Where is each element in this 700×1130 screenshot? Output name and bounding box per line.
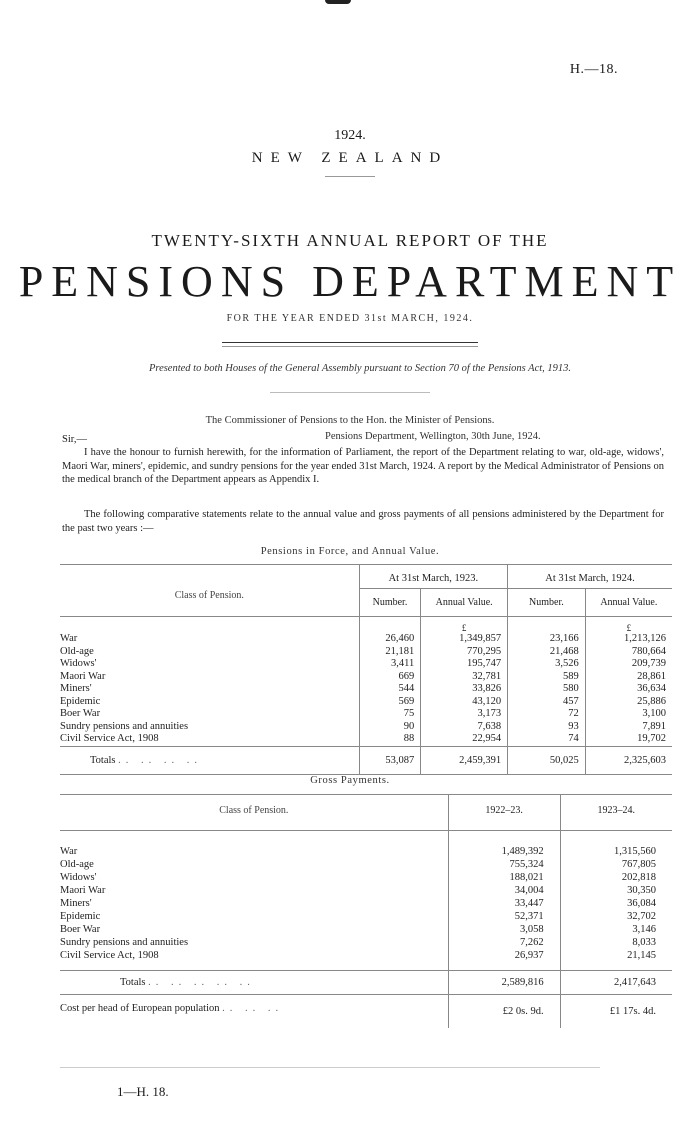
letter-addressee: The Commissioner of Pensions to the Hon. the Minister of Pensions. — [205, 415, 495, 426]
class-name: Epidemic — [60, 695, 101, 707]
payment-1922-23: 52,371 — [448, 910, 560, 923]
total-number-1924: 50,025 — [508, 746, 586, 774]
value-1923: 32,781 — [421, 671, 508, 684]
number-1924: 72 — [508, 708, 586, 721]
value-1923: 3,173 — [421, 708, 508, 721]
payment-1923-24: 8,033 — [560, 936, 672, 949]
payment-1923-24: 30,350 — [560, 884, 672, 897]
table-row — [60, 683, 672, 696]
report-title: PENSIONS DEPARTMENT — [18, 257, 682, 306]
col-value-header: Annual Value. — [421, 589, 508, 617]
class-header: Class of Pension. — [219, 805, 289, 816]
number-1923: 569 — [359, 696, 421, 709]
total-1923-24: 2,417,643 — [560, 971, 672, 995]
value-1923: 7,638 — [421, 721, 508, 734]
page-edge-mark — [325, 0, 351, 4]
number-1923: 88 — [359, 733, 421, 746]
payment-1922-23: 26,937 — [448, 949, 560, 962]
class-name: Maori War — [60, 885, 106, 896]
number-1924: 93 — [508, 721, 586, 734]
letter-paragraph: I have the honour to furnish herewith, for the information of Parliament, the report of the Department relating to war, old-age, widows', Maori War, miners', epidemic, and sundry pensions for the year ended 31st March, 1924. A report by the Medical Administrator of Pensions on the medical branch of the Department appears as Appendix I. — [62, 447, 664, 485]
number-1924: 21,468 — [508, 646, 586, 659]
table-row — [60, 721, 672, 734]
payment-1922-23: 1,489,392 — [448, 845, 560, 858]
table-row — [60, 923, 672, 936]
class-name: Miners' — [60, 898, 92, 909]
col-number-header: Number. — [508, 589, 586, 617]
table-row — [60, 858, 672, 871]
table-row — [60, 708, 672, 721]
payment-1922-23: 188,021 — [448, 871, 560, 884]
pensions-in-force-table — [60, 564, 672, 775]
class-name: Widows' — [60, 658, 97, 669]
payment-1923-24: 32,702 — [560, 910, 672, 923]
cost-1922-23: £2 0s. 9d. — [448, 995, 560, 1029]
col-value-header: Annual Value. — [585, 589, 672, 617]
report-subtitle: TWENTY-SIXTH ANNUAL REPORT OF THE — [151, 231, 549, 250]
totals-label: Totals — [90, 754, 116, 766]
table-row — [60, 897, 672, 910]
letter-paragraph: The following comparative statements relate to the annual value and gross payments of all pensions administered by the Department for the past two years :— — [62, 509, 664, 534]
year-header-1923-24: 1923–24. — [560, 795, 672, 831]
payment-1923-24: 767,805 — [560, 858, 672, 871]
divider — [270, 392, 430, 393]
table-row — [60, 871, 672, 884]
currency-row — [60, 617, 672, 634]
value-1923: 770,295 — [421, 646, 508, 659]
table-row — [60, 884, 672, 897]
class-name: Sundry pensions and annuities — [60, 937, 189, 948]
currency-symbol: £ — [421, 617, 508, 634]
totals-label: Totals — [120, 977, 146, 988]
table-row — [60, 696, 672, 709]
divider — [222, 342, 478, 343]
table-row — [60, 936, 672, 949]
payment-1923-24: 36,084 — [560, 897, 672, 910]
number-1924: 580 — [508, 683, 586, 696]
class-name: Civil Service Act, 1908 — [60, 950, 159, 961]
number-1924: 589 — [508, 671, 586, 684]
currency-symbol: £ — [585, 617, 672, 634]
number-1923: 21,181 — [359, 646, 421, 659]
number-1923: 544 — [359, 683, 421, 696]
col-number-header: Number. — [359, 589, 421, 617]
class-name: Old-age — [60, 859, 94, 870]
cost-1923-24: £1 17s. 4d. — [560, 995, 672, 1029]
number-1924: 74 — [508, 733, 586, 746]
payment-1922-23: 755,324 — [448, 858, 560, 871]
table-row — [60, 658, 672, 671]
page-footer-ref: 1—H. 18. — [117, 1084, 169, 1099]
divider — [325, 176, 375, 177]
gross-payments-table — [60, 794, 672, 1028]
totals-row: Totals .. .. .. .. .. 2,589,816 2,417,643 — [60, 971, 672, 995]
payment-1923-24: 21,145 — [560, 949, 672, 962]
class-name: Epidemic — [60, 911, 101, 922]
value-1924: 780,664 — [585, 646, 672, 659]
cost-label: Cost per head of European population — [60, 1003, 220, 1014]
number-1923: 90 — [359, 721, 421, 734]
number-1924: 457 — [508, 696, 586, 709]
value-1924: 36,634 — [585, 683, 672, 696]
report-year: 1924. — [334, 128, 366, 143]
class-name: Miners' — [60, 683, 92, 694]
divider — [60, 1067, 600, 1068]
class-name: Boer War — [60, 924, 101, 935]
class-name: Old-age — [60, 645, 94, 657]
class-name: Sundry pensions and annuities — [60, 720, 189, 732]
value-1924: 25,886 — [585, 696, 672, 709]
number-1924: 23,166 — [508, 633, 586, 646]
payment-1922-23: 33,447 — [448, 897, 560, 910]
table1-title: Pensions in Force, and Annual Value. — [260, 546, 440, 557]
number-1923: 75 — [359, 708, 421, 721]
cost-row: Cost per head of European population .. .. .. £2 0s. 9d. £1 17s. 4d. — [60, 995, 672, 1029]
table-row — [60, 633, 672, 646]
value-1923: 195,747 — [421, 658, 508, 671]
class-name: Civil Service Act, 1908 — [60, 733, 159, 744]
class-name: Widows' — [60, 872, 97, 883]
value-1924: 1,213,126 — [585, 633, 672, 646]
letter-salutation: Sir,— — [62, 434, 87, 445]
number-1923: 26,460 — [359, 633, 421, 646]
document-reference: H.—18. — [569, 62, 618, 77]
value-1924: 7,891 — [585, 721, 672, 734]
period-header-1924: At 31st March, 1924. — [508, 565, 672, 589]
presented-note: Presented to both Houses of the General Assembly pursuant to Section 70 of the Pensions Act, 1913. — [148, 363, 572, 374]
table-row — [60, 733, 672, 746]
country-heading: NEW ZEALAND — [251, 150, 449, 166]
value-1923: 22,954 — [421, 733, 508, 746]
table-header-row — [60, 795, 672, 831]
totals-row: Totals .. .. .. .. 53,087 2,459,391 50,025 2,325,603 — [60, 746, 672, 774]
number-1924: 3,526 — [508, 658, 586, 671]
table-row — [60, 845, 672, 858]
table-row — [60, 671, 672, 684]
payment-1922-23: 3,058 — [448, 923, 560, 936]
payment-1922-23: 7,262 — [448, 936, 560, 949]
total-1922-23: 2,589,816 — [448, 971, 560, 995]
year-header-1922-23: 1922–23. — [448, 795, 560, 831]
payment-1923-24: 1,315,560 — [560, 845, 672, 858]
total-value-1924: 2,325,603 — [585, 746, 672, 774]
number-1923: 3,411 — [359, 658, 421, 671]
value-1924: 209,739 — [585, 658, 672, 671]
table-row — [60, 910, 672, 923]
divider — [222, 346, 478, 347]
number-1923: 669 — [359, 671, 421, 684]
class-name: Maori War — [60, 670, 106, 682]
table2-title: Gross Payments. — [310, 775, 390, 786]
period-header-1923: At 31st March, 1923. — [359, 565, 507, 589]
total-number-1923: 53,087 — [359, 746, 421, 774]
class-name: War — [60, 846, 78, 857]
table-row — [60, 949, 672, 962]
value-1923: 43,120 — [421, 696, 508, 709]
report-period: FOR THE YEAR ENDED 31st MARCH, 1924. — [226, 313, 474, 324]
class-header: Class of Pension. — [174, 590, 244, 601]
class-name: War — [60, 633, 78, 644]
table-row — [60, 646, 672, 659]
class-name: Boer War — [60, 708, 101, 719]
value-1923: 1,349,857 — [421, 633, 508, 646]
table-header-row — [60, 565, 672, 589]
value-1924: 19,702 — [585, 733, 672, 746]
letter-address: Pensions Department, Wellington, 30th June, 1924. — [325, 431, 541, 442]
payment-1923-24: 3,146 — [560, 923, 672, 936]
total-value-1923: 2,459,391 — [421, 746, 508, 774]
value-1924: 28,861 — [585, 671, 672, 684]
value-1923: 33,826 — [421, 683, 508, 696]
payment-1922-23: 34,004 — [448, 884, 560, 897]
payment-1923-24: 202,818 — [560, 871, 672, 884]
value-1924: 3,100 — [585, 708, 672, 721]
